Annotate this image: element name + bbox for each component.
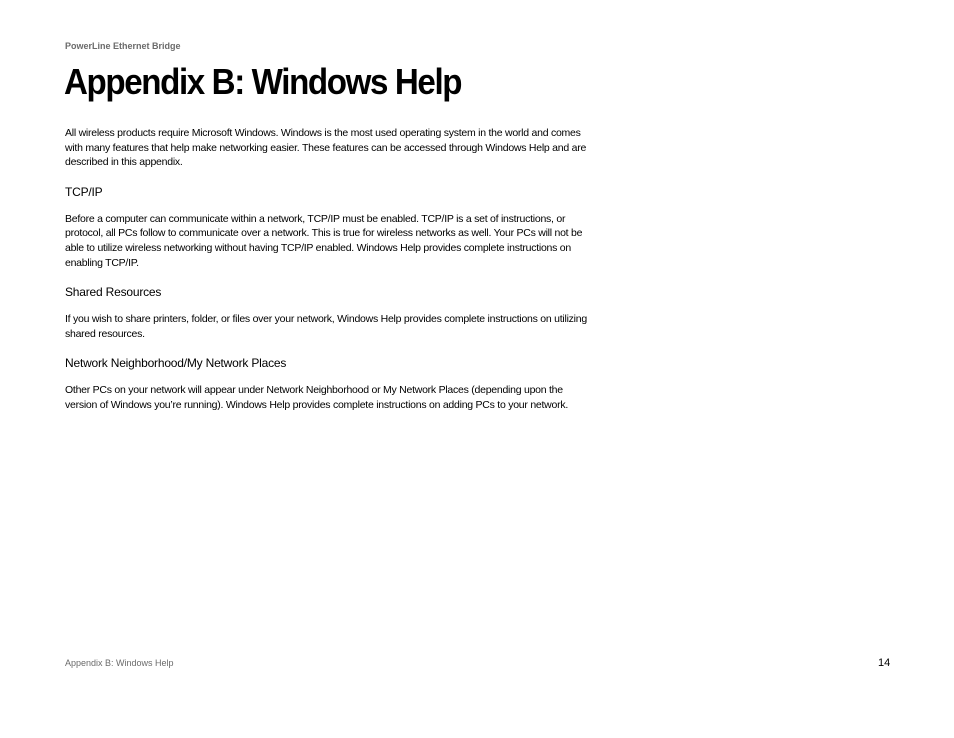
- section-body-tcpip: Before a computer can communicate within a network, TCP/IP must be enabled. TCP/IP is a set of instructions, or protocol, all PCs follow to communicate over a network. This is true for wireless networks as well. Your PCs will not be able to utilize wireless networking without having TCP/IP enabled. Windows Help provides complete instructions on enabling TCP/IP.: [65, 212, 583, 269]
- page-title: Appendix B: Windows Help: [64, 61, 462, 102]
- section-body-shared-resources: If you wish to share printers, folder, or files over your network, Windows Help provides complete instructions on utilizing shared resources.: [65, 313, 587, 340]
- section-heading-tcpip: TCP/IP: [65, 184, 103, 199]
- running-header: PowerLine Ethernet Bridge: [65, 41, 181, 51]
- section-heading-network-places: Network Neighborhood/My Network Places: [65, 356, 287, 371]
- intro-paragraph: All wireless products require Microsoft Windows. Windows is the most used operating system in the world and comes with many features that help make networking easier. These features can be accessed through Windows Help and are described in this appendix.: [65, 127, 587, 169]
- section-heading-shared-resources: Shared Resources: [65, 285, 162, 300]
- section-body-network-places: Other PCs on your network will appear under Network Neighborhood or My Network Places (depending upon the version of Windows you’re running). Windows Help provides complete instructions on adding PCs to your network.: [65, 384, 568, 411]
- page-number: 14: [878, 657, 891, 669]
- page-content: [65, 126, 587, 413]
- footer-section-title: Appendix B: Windows Help: [65, 658, 174, 668]
